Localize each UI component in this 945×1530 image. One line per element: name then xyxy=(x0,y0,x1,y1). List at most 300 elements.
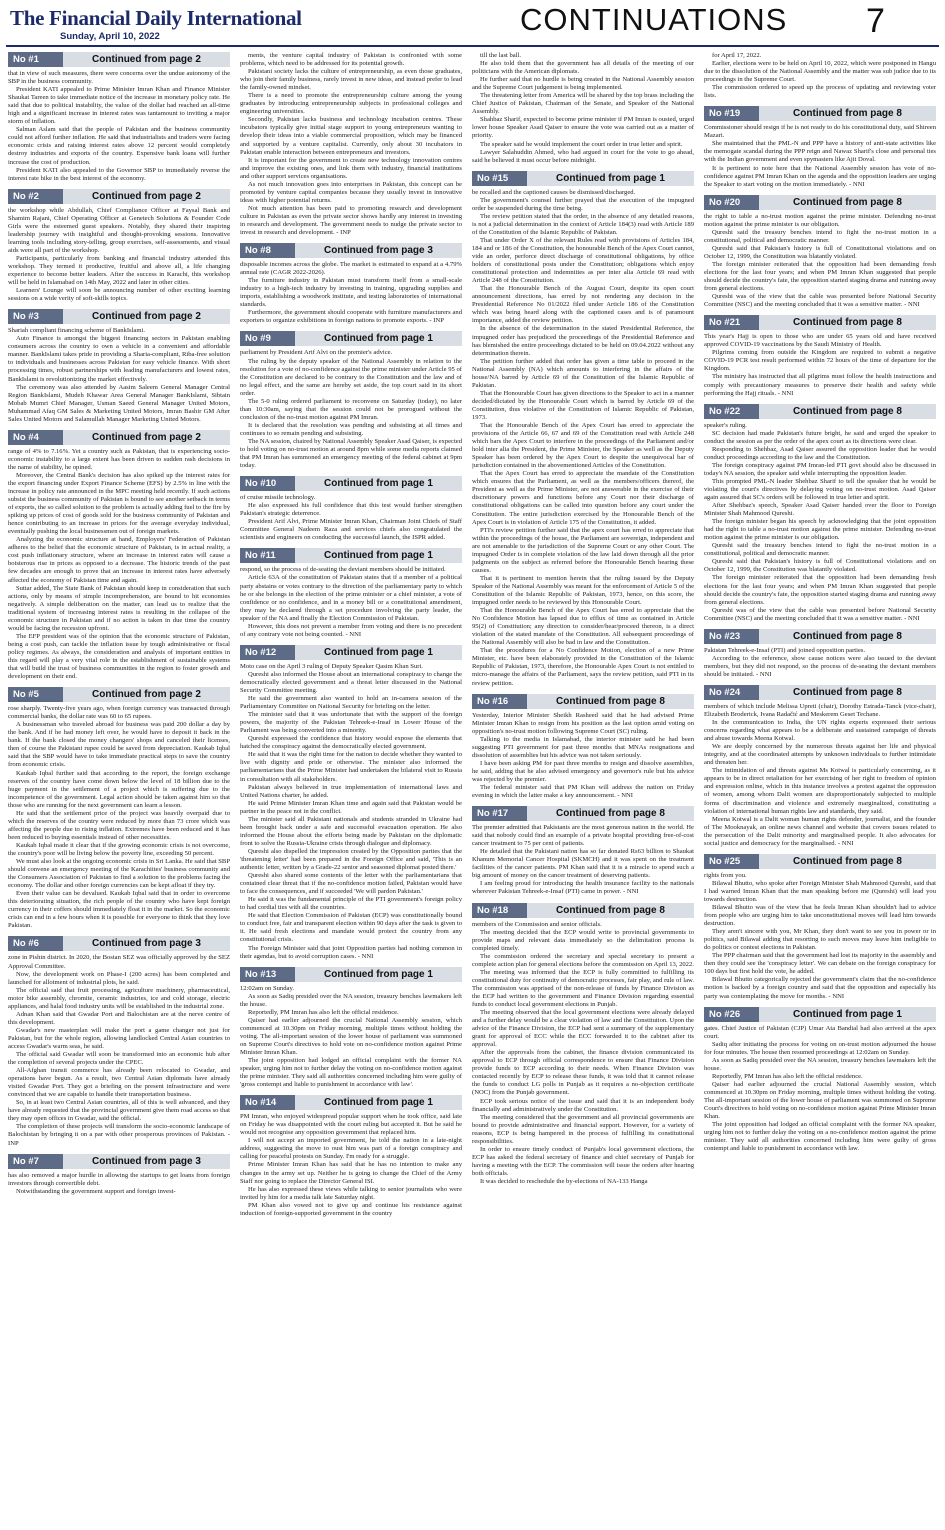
story xyxy=(240,331,462,470)
continued-from-label: Continued from page 1 xyxy=(759,1007,936,1022)
paragraph: In the absence of the determination in the stated Presidential Reference, the impugned order has prejudiced the proceedings of the Presidential Reference and has blemished the entire proceedings dictated to be held on 09.04.2022 without any determination therein. xyxy=(472,325,694,357)
paragraph: parliament by President Arif Alvi on the premier's advice. xyxy=(240,349,393,357)
paragraph: That the Honourable Bench of the Apex Court has erred to appreciate that the No Confidence Motion has lapsed due to efflux of time as contained in Article 95(2) of Constitution; any direction to consider/hear/proceed thereon, is a direct violation of the stated mandate of the Constitution. All subsequent proceedings of the National Assembly will also be bad in law and the Constitution. xyxy=(472,607,694,647)
story-body xyxy=(704,647,936,679)
story-body xyxy=(704,422,936,623)
story xyxy=(240,1095,462,1218)
paragraph: He said that Election Commission of Pakistan (ECP) was constitutionally bound to conduct free, fair and transparent election within 90 days after the task is given to it. He said fresh elections and mandate would protect the country from any constitutional crisis. xyxy=(240,912,462,944)
paragraph: Adnan Khan said that Gwadar Port and Balochistan are at the nerve centre of this development. xyxy=(8,1010,230,1026)
story xyxy=(704,1007,936,1154)
paragraph: Salman Aslam said that the people of Pakistan and the business community could not afford further inflation. He said that industrialists and traders were facing economic crisis and raising interest rates above 12 percent would completely destroy industries and exports of the country. Expensive bank loans will further increase the cost of production. xyxy=(8,126,230,166)
story-body xyxy=(8,207,230,304)
continued-from-label: Continued from page 8 xyxy=(759,685,936,700)
story xyxy=(704,629,936,679)
paragraph: The Foreign Minister said that joint Opposition parties had nothing common in their agendas, but to avoid corruption cases. - NNI xyxy=(240,944,462,960)
paragraph: Yesterday, Interior Minister Sheikh Rasheed said that he had advised Prime Minister Imran Khan to resign from his position as the last option amid voting on opposition's no-trust motion following Supreme Court (SC) ruling. xyxy=(472,711,694,735)
story-body xyxy=(472,189,694,688)
paragraph: The threatening letter from America will be shared by the top brass including the Chief Justice of Pakistan, Chairman of the Senate, and Speaker of the National Assembly. xyxy=(472,92,694,116)
paragraph: President KATI also appealed to the Governor SBP to immediately reverse the interest rate hike in the best interest of the economy. xyxy=(8,166,230,182)
story-number-tag: No #21 xyxy=(704,315,759,330)
continued-from-label: Continued from page 8 xyxy=(759,106,936,121)
paragraph: That the Honourable Bench of the August Court, despite its open court announcement directions, has erred by not rendering any decision in the Presidential Reference No 01/2022 filed under Article 186 of the Constitution which was being heard along with the captioned cases and is of paramount importance, added the review petition. xyxy=(472,285,694,325)
continued-from-label: Continued from page 2 xyxy=(63,687,230,702)
paragraph: That under Order X of the relevant Rules read with provisions of Articles 184, 184 and or 186 of the Constitution, the honourable Bench of the Apex Court cannot, vide an order, perforce direct discharge of constitutional obligations, by office holders of constitutional posts under the Constitution; obligations which enjoy constitutional protection and indemnities as per inter alia Article 69 read with Article 248 of the Constitution. xyxy=(472,236,694,285)
paragraph: Qureshi said the treasury benches intend to fight the no-trust motion in a constitutional, political and democratic manner. xyxy=(704,228,936,244)
story-header xyxy=(704,854,936,869)
paragraph: Pakistan Tehreek-e-Insaf (PTI) and joined opposition parties. xyxy=(704,646,866,654)
story-body xyxy=(240,52,462,237)
paragraph: They aren't sincere with you, Mr Khan, they don't want to see you in power or in politics, said Bilawal adding that resorting to such moves may leave him ineligible to do politics or contest elections in Pakistan. xyxy=(704,928,936,952)
story-header xyxy=(472,171,694,186)
story-header xyxy=(472,694,694,709)
paragraph: It is pertinent to note here that the National Assembly session has vote of no-confidence against PM Imran Khan on the agenda and the opposition leaders are urging the Speaker to start voting on the motion immediately. - NNI xyxy=(704,164,936,188)
paragraph: I will not accept an imported government, he told the nation in a late-night address, suggesting the move to oust him was part of a foreign conspiracy and calling for peaceful protests on Sunday. I'm ready for a struggle. xyxy=(240,1137,462,1161)
paragraph: Commissioner should resign if he is not ready to do his constitutional duty, said Shireen Mazari. xyxy=(704,124,936,140)
story-body xyxy=(704,124,936,188)
paragraph: Qureshi also shared some contents of the letter with the parliamentarians that contained clear threat that if the no-confidence motion failed, Pakistan would have to face the consequences, and if succeeded 'We will pardon Pakistan.' xyxy=(240,872,462,896)
paragraph: He also told them that the government has all details of the meeting of our politicians with the American diplomats. xyxy=(472,60,694,76)
paragraph: The minister said that it was unfortunate that with the support of the foreign powers, the majority of the Pakistan Tehreek-e-Insaf in Lower House of the Parliament was being converted into a minority. xyxy=(240,711,462,735)
paragraph: Analyzing the economic structure at hand, Employers' Federation of Pakistan adheres to the belief that the economic structure of Pakistan, is in actual reality, a cost push inflationary structure, where an increase in interest rates will cause a boisterous rise in prices as opposed to a decrease. The historic trends of the past few decades are enough to prove that an increase in interest rates have adversely affected the economy of Pakistan time and again. xyxy=(8,536,230,584)
paragraph: President KATI appealed to Prime Minister Imran Khan and Finance Minister Shaukat Tareen to take immediate notice of the increase in monetary policy rate. He said that due to political instability, the value of the dollar had reached an all-time high and a significant increase in interest rates was tantamount to inviting a major storm of inflation. xyxy=(8,86,230,126)
paragraph: As soon as Sadiq presided over the NA session, treasury benches lawmakers left the house. xyxy=(704,1056,936,1072)
story-body xyxy=(8,954,230,1147)
paragraph: Qureshi said the treasury benches intend to fight the no-trust motion in a constitutional, political and democratic manner. xyxy=(704,542,936,558)
paragraph: This year's Hajj is open to those who are under 65 years old and have received approved COVID-19 vaccinations by the Saudi Ministry of Health. xyxy=(704,333,936,349)
paragraph: I have been asking PM for past three months to resign and dissolve assemblies, he said, adding that he also advised emergency and governor's rule but his advice was rejected by the premier. xyxy=(472,759,694,783)
continued-from-label: Continued from page 8 xyxy=(759,195,936,210)
story-number-tag: No #16 xyxy=(472,694,527,709)
story xyxy=(240,52,462,237)
paragraph: Secondly, Pakistan lacks business and technology incubation centres. These incubators typically give initial stage support to young entrepreneurs wanting to develop their ideas into a viable commercial proposition, which may be financed and supported by a venture capitalist. Currently, only about 30 incubators in Pakistan enable interaction between entrepreneurs and investors. xyxy=(240,116,462,156)
story-header xyxy=(704,195,936,210)
paragraph: He said that the settlement price of the project was heavily overpaid due to which the reserves of the country were reduced by more than 73 crore which was affecting the people due to rising inflation. Extremes have been reduced and it has been reduced to buying essentials instead of other necessities. xyxy=(8,809,230,841)
story-number-tag: No #24 xyxy=(704,685,759,700)
paragraph: Auto Finance is amongst the biggest financing sectors in Pakistan enabling consumers across the country to own a vehicle in a convenient and affordable manner. BankIslami takes pride in providing a Sharia-compliant, Riba-free solution to individuals and businesses across Pakistan for easy vehicle finance. With short processing times, robust partnerships with leading manufacturers and lowest rates, BankIslami is revolutionizing the market effectively. xyxy=(8,335,230,383)
paragraph: In order to ensure timely conduct of Punjab's local government elections, the ECP has asked the federal secretary of finance and chief secretary of Punjab for having a meeting with the ECP. The commission will issue the orders after hearing both officials. xyxy=(472,1145,694,1177)
paragraph: zone in Pishin district. In 2020, the Bostan SEZ was officially approved by the SEZ Approval Committee. xyxy=(8,954,230,970)
continued-from-label: Continued from page 8 xyxy=(759,629,936,644)
story-header xyxy=(472,806,694,821)
paragraph: SC decision had made Pakistan's future bright, he said and urged the speaker to conduct the session as per the order of the apex court as its directions were clear. xyxy=(704,429,936,445)
continued-from-label: Continued from page 1 xyxy=(295,476,462,491)
paragraph: speaker's ruling. xyxy=(704,421,747,429)
paragraph: The foreign minister reiterated that the opposition had been demanding fresh elections for the last four years; and when PM Imran Khan suggested that people should decide the country's fate, the opposition started staging drama and running away from general elections. xyxy=(704,260,936,293)
masthead xyxy=(0,0,945,46)
paragraph: disposable incomes across the globe. The market is estimated to expand at a 4.79% annual rate (CAGR 2022-2026). xyxy=(240,261,462,277)
paragraph: Furthermore, the government should cooperate with furniture manufacturers and exporters to organize exhibitions in foreign nations to promote exports. - INP xyxy=(240,309,462,325)
paragraph: It is declared that the resolution was pending and subsisting at all times and continues to so remain pending and subsisting. xyxy=(240,421,462,437)
story-header xyxy=(240,967,462,982)
story-number-tag: No #22 xyxy=(704,404,759,419)
continued-from-label: Continued from page 3 xyxy=(295,243,462,258)
paragraph: It is important for the government to create new technology innovation centres and improve the existing ones, and link them with industry, financial institutions and other support services organisations. xyxy=(240,156,462,180)
continued-from-label: Continued from page 1 xyxy=(295,548,462,563)
paragraph: The joint opposition had lodged an official complaint with the former NA speaker, urging him not to further delay the voting on no-confidence motion against the prime minister. They said all authorities concerned including him were guilty of 'gross contempt and liable to punishment in accordance with law'. xyxy=(240,1057,462,1089)
paragraph: According to the reference, show cause notices were also issued to the deviant members, but they did not respond, so the process of de-seating the deviant members should be initiated. - NNI xyxy=(704,654,936,678)
paragraph: All-Afghan transit commerce has already been relocated to Gwadar, and operations have begun. As a result, two Central Asian diplomats have already visited Gwadar Port. They got a briefing on the present infrastructure and were convinced that we are capable to handle their transportation business. xyxy=(8,1067,230,1099)
paragraph: The petition further added that order has given a time table to proceed in the National Assembly (NA) which amounts to interfering in the affairs of the house/NA barred by Article 69 of the Constitution of the Islamic Republic of Pakistan. xyxy=(472,357,694,389)
story-header xyxy=(240,476,462,491)
story-number-tag: No #13 xyxy=(240,967,295,982)
page-number: 7 xyxy=(866,2,885,40)
story-body xyxy=(240,349,462,470)
paragraph: The ceremony was also attended by Aasim Saleem General Manager Central Region BankIslami, Mudeh Khawar Area General Manager BankIslami, Sibtain Mobab Mumri Chief Manager, Usman Saeed General Manager United Motors, Muhammad Afaq GM Sales & Marketing United Motors, Imran Bashir GM After Sales United Motors and Salamullah Manager Marketing United Motors. xyxy=(8,383,230,423)
paragraph: Kaukab Iqbal further said that according to the report, the foreign exchange reserves of the country have come down below the level of 18 billion due to the huge payment in the settlement of a project which is suffering due to the incompetence of the government. Legal action should be taken against him so that those who are running for the next government can learn a lesson. xyxy=(8,769,230,809)
story-body xyxy=(240,663,462,961)
paragraph: The official said Gwadar will soon be transformed into an economic hub after the completion of several projects under the CPEC. xyxy=(8,1051,230,1067)
paragraph: The completion of these projects will transform the socio-economic landscape of Balochistan by bringing it on a par with other prosperous provinces of Pakistan. - INP xyxy=(8,1123,230,1147)
paragraph: The ruling by the deputy speaker of the National Assembly in relation to the resolution for a vote of no-confidence against the prime minister under Article 95 of the Constitution are declared to be contrary to the Constitution and the law and of no legal effect, and the same are hereby set aside, the top court said in its short order. xyxy=(240,357,462,397)
paragraph: Earlier, elections were to be held on April 10, 2022, which were postponed in Hangu due to the dissolution of the National Assembly and the matter was sub judice due to its proceedings in the Supreme Court. xyxy=(704,60,936,84)
paragraph: Shahbaz Sharif, expected to become prime minister if PM Imran is ousted, urged lower house Speaker Asad Qaiser to ensure the vote was carried out as a matter of priority. xyxy=(472,116,694,140)
paragraph: The speaker said he would implement the court order in true letter and spirit. xyxy=(480,140,683,148)
continued-from-label: Continued from page 1 xyxy=(295,645,462,660)
continued-from-label: Continued from page 8 xyxy=(759,315,936,330)
story-body xyxy=(240,566,462,638)
story-header xyxy=(8,189,230,204)
paragraph: Reportedly, PM Imran has also left the official residence. xyxy=(712,1072,863,1080)
story-header xyxy=(240,331,462,346)
story-header xyxy=(8,309,230,324)
paragraph: that in view of such measures, there were concerns over the undue autonomy of the SBP in the business community. xyxy=(8,70,230,86)
story xyxy=(8,309,230,424)
paragraph: So, in at least two Central Asian countries, all of this is well advanced, and they have already requested that the provincial government give them road access so that they may open offices in Gwadar, said the official. xyxy=(8,1099,230,1123)
paragraph: After the approvals from the cabinet, the finance division communicated its approval to ECP through official correspondence to ensure that Finance Division provide funds to ECP according to their needs. When Finance Division was contacted recently by ECP to release these funds, it was told that it cannot release the funds to conduct LG polls in Punjab as it requires a no-objection certificate (NOC) from the Punjab government. xyxy=(472,1049,694,1097)
paragraph: Talking to the media in Islamabad, the interior minister said he had been suggesting PTI government for past three months that MNAs resignations and dissolution of assemblies but his advice was not taken seriously. xyxy=(472,735,694,759)
paragraph: This prompted PML-N leader Shehbaz Sharif to tell the speaker that he would be violating the court's directives by delaying voting on no-trust motion. Asad Qaiser again assured that SC's orders will be followed in true letter and spirit. xyxy=(704,477,936,502)
paragraph: The joint opposition had lodged an official complaint with the former NA speaker, urging him not to further delay the voting on a no-confidence motion against the prime minister. They said all authorities concerned including him were guilty of gross contempt and liable to punishment in accordance with law. xyxy=(704,1121,936,1153)
story-header xyxy=(472,903,694,918)
story xyxy=(8,687,230,930)
story xyxy=(240,243,462,325)
story-number-tag: No #17 xyxy=(472,806,527,821)
story-number-tag: No #15 xyxy=(472,171,527,186)
paragraph: After Shehbaz's speech, Speaker Asad Qaiser handed over the floor to Foreign Minister Shah Mahmood Qureshi. xyxy=(704,502,936,518)
story-header xyxy=(8,430,230,445)
story-header xyxy=(8,52,230,67)
paragraph: He has also expressed these views while talking to senior journalists who were invited by him for a media talk late Saturday night. xyxy=(240,1185,462,1201)
paragraph: Notwithstanding the government support and foreign invest- xyxy=(16,1187,176,1195)
paragraph: He said that it was the right time for the nation to decide whether they wanted to live with dignity and pride or otherwise. The minister also informed the parliamentarians that the Prime Minister had undertaken the bilateral visit to Russia in consultation with all stakeholders. xyxy=(240,751,462,783)
paragraph: has also removed a major hurdle in allowing the startups to get loans from foreign investors through convertible debt. xyxy=(8,1171,230,1187)
paragraph: The furniture industry in Pakistan must transform itself from a small-scale industry to a high-tech industry by investing in training, upgrading supplies and imports, establishing a woodwork institute, and testing laboratories of international standards. xyxy=(240,277,462,309)
paragraph: As not much innovation goes into enterprises in Pakistan, this concept can be promoted by venture capital companies because they usually invest in innovative ideas with higher potential returns. xyxy=(240,180,462,204)
paragraph: rose sharply. Twenty-five years ago, when foreign currency was transacted through commercial banks, the dollar rate was 60 to 65 rupees. xyxy=(8,705,230,721)
story-number-tag: No #2 xyxy=(8,189,63,204)
story xyxy=(240,645,462,961)
paragraph: It was decided to reschedule the by-elections of NA-133 Hanga xyxy=(480,1178,648,1185)
story-header xyxy=(704,629,936,644)
paragraph: The foreign minister began his speech by acknowledging that the joint opposition had the right to table a no-trust motion against the prime minister. Defending no-trust motion against the prime minister is our obligation. xyxy=(704,518,936,542)
story-body xyxy=(8,327,230,424)
paragraph: President Arif Alvi, Prime Minister Imran Khan, Chairman Joint Chiefs of Staff Committee General Nadeem Raza and services chiefs also congratulated the scientists and engineers on conducting the successful launch, the ISPR added. xyxy=(240,518,462,542)
story xyxy=(704,106,936,188)
paragraph: The NA session, chaired by National Assembly Speaker Asad Qaiser, is expected to hold voting on no-trust motion at around 8pm while some media reports claimed that PM Imran has summoned an emergency meeting of the federal cabinet at 9pm today. xyxy=(240,437,462,470)
paragraph: Participants, particularly from banking and financial industry attended this workshop. They termed it productive, fruitful and above all, a life changing experience to become better leaders. After the success in Karachi, this workshop will be held in Islamabad on 14th May, 2022 and later in other cities. xyxy=(8,254,230,287)
story xyxy=(704,52,936,100)
paragraph: A businessman who traveled abroad for business was paid 200 dollar a day by the bank. And if he had money left over, he would have to deposit it back in the bank. If the bank closed the money changers' shops and canceled their licenses, then of course the Pakistani rupee could be saved from depreciation. Kaukab Iqbal said that the SBP would have to take immediate practical steps to save the country from economic crisis. xyxy=(8,721,230,769)
paragraph: be recalled and the captioned causes be dismissed/discharged. xyxy=(472,188,636,196)
paragraph: Qureshi also dispelled the impression created by the Opposition parties that the 'threatening letter' had been prepared in the Foreign Office and said, 'This is an authentic letter, written by a Grade-22 senior and seasoned diplomat posted there.' xyxy=(240,847,462,872)
story-number-tag: No #7 xyxy=(8,1154,63,1169)
story-body xyxy=(240,1113,462,1218)
paragraph: The meeting considered that the government and all provincial governments are bound to provide administrative and financial support. However, for a variety of reasons, ECP is being hampered in the process of fulfilling its constitutional responsibilities. xyxy=(472,1113,694,1145)
paragraph: rights from you. xyxy=(704,871,747,879)
paragraph: till the last ball. xyxy=(480,52,522,59)
paragraph: Even their value can be devalued. Kaukab Iqbal said that in order to overcome this deteriorating situation, the rich people of the country who have kept foreign currency in their coffers should immediately float it in the market. So the economic crisis can end in a few hours when it is possible for everyone to think that they love Pakistan. xyxy=(8,890,230,930)
continued-from-label: Continued from page 3 xyxy=(63,936,230,951)
story-number-tag: No #8 xyxy=(240,243,295,258)
story xyxy=(8,189,230,304)
paragraph: Bilawal Bhutto, who spoke after Foreign Minister Shah Mahmood Qureshi, said that I had warned Imran Khan that the man speaking before me (Qureshi) will lead you towards destruction. xyxy=(704,879,936,903)
story xyxy=(704,404,936,623)
column-4 xyxy=(704,52,936,1524)
story-header xyxy=(8,1154,230,1169)
story xyxy=(704,195,936,310)
paragraph: members of the Commission and senior officials. xyxy=(472,920,602,928)
story xyxy=(704,685,936,848)
story-number-tag: No #19 xyxy=(704,106,759,121)
story xyxy=(704,315,936,397)
story-header xyxy=(704,1007,936,1022)
paragraph: He said it was the fundamental principle of the PTI government's foreign policy to had cordial ties with all the countries. xyxy=(240,896,462,912)
paragraph: The commission ordered to speed up the process of updating and reviewing voter lists. xyxy=(704,84,936,100)
story xyxy=(472,171,694,688)
continued-from-label: Continued from page 1 xyxy=(295,967,462,982)
story xyxy=(8,52,230,183)
story xyxy=(472,903,694,1187)
paragraph: Qureshi also informed the House about an international conspiracy to change the democratically elected government and a threat letter discussed in the National Security Committee meeting. xyxy=(240,670,462,694)
continued-from-label: Continued from page 2 xyxy=(63,430,230,445)
column-3 xyxy=(472,52,694,1524)
paragraph: Sadiq after initiating the process for voting on on-trust motion adjourned the house for four minutes. The house then resumed proceedings at 12:02am on Sunday. xyxy=(704,1040,936,1056)
story-header xyxy=(704,404,936,419)
paragraph: Bilawal Bhutto was of the view that he feels Imran Khan shouldn't had to advice from people who are urging him to take unconstitutional moves will lead him towards destruction. xyxy=(704,903,936,928)
story-number-tag: No #3 xyxy=(8,309,63,324)
story-body xyxy=(472,52,694,165)
story-header xyxy=(704,315,936,330)
paragraph: Gwadar's new masterplan will make the port a game changer not just for Pakistan, but for the whole region, allowing landlocked Central Asian countries to access Gwadar's warm seas, he said. xyxy=(8,1026,230,1050)
paragraph: Now, the development work on Phase-I (200 acres) has been completed and launched for allotment of industrial plots, he said. xyxy=(8,970,230,986)
story-number-tag: No #25 xyxy=(704,854,759,869)
paragraph: ments, the venture capital industry of Pakistan is confronted with some problems, which need to be addressed for its potential growth. xyxy=(240,52,462,68)
paragraph: The foreign minister reiterated that the opposition had been demanding fresh elections for the last four years; and when PM Imran Khan suggested that people should decide the country's fate, the opposition started staging drama and running away from general elections. xyxy=(704,574,936,606)
paragraph: He detailed that the Pakistani nation has so far donated Rs63 billion to Shaukat Khanum Memorial Cancer Hospital (SKMCH) and it was spent on the treatment facilities of the cancer patients. PM Khan said that it is a miracle to spend such a big amount of money on the cancer treatment of deserving patients. xyxy=(472,848,694,880)
paragraph: He also expressed his full confidence that this test would further strengthen Pakistan's strategic deterrence. xyxy=(240,502,462,518)
story-header xyxy=(8,936,230,951)
paragraph: He said the government also wanted to hold an in-camera session of the Parliamentary Committee on National Security for briefing on the letter. xyxy=(240,695,462,711)
story xyxy=(704,854,936,1001)
paragraph: The ministry has instructed that all pilgrims must follow the health instructions and comply with precautionary measures to preserve their health and safety while performing the Hajj rituals. - NNI xyxy=(704,373,936,397)
story-header xyxy=(240,548,462,563)
story-body xyxy=(240,985,462,1090)
paragraph: Prime Minister Imran Khan has said that he has no intention to make any changes in the army set up. Neither he is going to change the Chief of the Army Staff nor going to replace the Director General ISI. xyxy=(240,1161,462,1185)
paragraph: of cruise missile technology. xyxy=(240,494,316,502)
paragraph: I am feeling proud for introducing the health insurance facility to the nationals wherever Pakistan Tehreek-e-Insaf (PTI) came in power. - NNI xyxy=(472,880,694,896)
story-body xyxy=(704,872,936,1001)
newspaper-title: The Financial Daily International xyxy=(10,6,302,30)
paragraph: respond, so the process of de-seating the deviant members should be initiated. xyxy=(240,566,446,574)
column-2 xyxy=(240,52,462,1524)
paragraph: As soon as Sadiq presided over the NA session, treasury benches lawmakers left the house. xyxy=(240,992,462,1008)
story xyxy=(472,52,694,165)
paragraph: Bilawal Bhutto categorically rejected the government's claim that the no-confidence motion is backed by a foreign country and said that the opposition and especially his party was contemplating the move for months. - NNI xyxy=(704,976,936,1000)
story-body xyxy=(8,1172,230,1196)
story-number-tag: No #10 xyxy=(240,476,295,491)
story-number-tag: No #18 xyxy=(472,903,527,918)
continued-from-label: Continued from page 8 xyxy=(759,854,936,869)
paragraph: Not much attention has been paid to promoting research and development culture in Pakistan as even the private sector shows hardly any interest in investing in research and development. The government needs to nudge the private sector to invest in research and development. - INP xyxy=(240,204,462,237)
paragraph: Responding to Shehbaz, Asad Qaiser assured the opposition leader that he would conduct proceedings according to the law and the Constitution. xyxy=(704,445,936,461)
header-rule xyxy=(6,45,939,47)
paragraph: The foreign conspiracy against PM Imran-led PTI govt should also be discussed in today's NA session, the speaker said while interrupting the opposition leader. xyxy=(704,461,936,477)
paragraph: Learners' Lounge will soon be announcing number of other exciting learning sessions on a wide verity of soft-skills topics. xyxy=(8,287,230,303)
paragraph: The 5-0 ruling ordered parliament to reconvene on Saturday (today), no later than 10:30am, saying that the session could not be prorogued without the conclusion of the no-trust motion against PM Imran. xyxy=(240,397,462,421)
paragraph: 12:02am on Sunday. xyxy=(240,984,294,992)
story xyxy=(472,806,694,896)
story-header xyxy=(704,106,936,121)
story xyxy=(472,694,694,801)
story-number-tag: No #14 xyxy=(240,1095,295,1110)
continued-from-label: Continued from page 8 xyxy=(527,903,694,918)
continued-from-label: Continued from page 1 xyxy=(295,1095,462,1110)
story-body xyxy=(704,52,936,100)
paragraph: Qaiser had earlier adjourned the crucial National Assembly session, which commenced at 10.30pm on Friday morning, multiple times without holding the voting. The all-important session of the lower house of parliament was summoned on Supreme Court's directives to hold vote on no-confidence motion against Prime Minister Imran Khan. xyxy=(240,1016,462,1056)
paragraph: The meeting decided that the ECP would write to provincial governments to provide maps and relevant data immediately so the delimitation process is completed timely. xyxy=(472,928,694,952)
story-header xyxy=(240,243,462,258)
paragraph: That the procedures for a No Confidence Motion, election of a new Prime Minister, etc. have been elaborately provided in the Constitution of the Islamic Republic of Pakistan, 1973, therefore, the Honourable Apex Court is not entitled to micro-manage the affairs of the Parliament, says the review petition, said PTI in its review petition. xyxy=(472,647,694,687)
paragraph: Pilgrims coming from outside the Kingdom are required to submit a negative COVID-19 PCR test result performed within 72 hours of the time of departure for the Kingdom. xyxy=(704,349,936,373)
paragraph: The review petition stated that the order, in the absence of any detailed reasons, is not a judicial determination in the context of Article 184(3) read with Article 189 of the Constitution of the Islamic Republic of Pakistan. xyxy=(472,212,694,236)
story-body xyxy=(704,333,936,397)
continued-from-label: Continued from page 8 xyxy=(759,404,936,419)
paragraph: ECP took serious notice of the issue and said that it is an independent body financially and administratively under the Constitution. xyxy=(472,1097,694,1113)
story-header xyxy=(240,1095,462,1110)
story-number-tag: No #5 xyxy=(8,687,63,702)
paragraph: The PPP chairman said that the government had lost its majority in the assembly and then they could see the 'conspiracy letter'. We can debate on the foreign conspiracy for 100 days but first hold the vote, he added. xyxy=(704,952,936,976)
story xyxy=(240,476,462,542)
paragraph: Qureshi said that Pakistan's history is full of Constitutional violations and on October 12, 1999, the Constitution was blatantly violated. xyxy=(704,244,936,260)
paragraph: He said Prime Minister Imran Khan time and again said that Pakistan would be partner in the peace not in the conflict. xyxy=(240,799,462,815)
paragraph: That the Honourable Bench of the Apex Court has erred to appreciate the provisions of the Article 66, 67 and 69 of the Constitution read with Article 248 which bars the Apex Court to interfere in the proceedings of the Parliament and/or hold inter alia the President, the Prime Minister, the Speaker as well as the Deputy Speaker has been ordered by the Apex Court to despite the unequivocal bar of jurisdiction contained in the abovementioned Articles of the Constitution. xyxy=(472,422,694,470)
story-number-tag: No #9 xyxy=(240,331,295,346)
paragraph: Qaiser had earlier adjourned the crucial National Assembly session, which commenced at 10.30pm on Friday morning, multiple times without holding the voting. The all-important session of the lower house of parliament was summoned on Supreme Court's directives to hold voting on no-confidence motion against Prime Minister Imran Khan. xyxy=(704,1080,936,1121)
paragraph: The official said that fruit processing, agriculture machinery, pharmaceutical, motor bike assembly, chromite, ceramic industries, ice and cold storage, electric appliances, and halal food industry units will be established in the industrial zone. xyxy=(8,986,230,1010)
paragraph: She maintained that the PML-N and PPP have a history of anti-state activities like the memogate scandal during the PPP reign and Nawaz Sharif's close and personal ties with the Indian government and even spymasters like Ajit Doval. xyxy=(704,140,936,164)
paragraph: We are deeply concerned by the numerous threats against her life and physical integrity, and at the coordinated attempts by unknown individuals to further intimidate and threaten her. xyxy=(704,743,936,767)
continued-from-label: Continued from page 2 xyxy=(63,189,230,204)
paragraph: the right to table a no-trust motion against the prime minister. Defending no-trust motion against the prime minister is our obligation. xyxy=(704,212,936,228)
paragraph: Kaukab Iqbal made it clear that if the growing economic crisis is not overcome, the country's poor will be living below the poverty line, exceeding 50 percent. xyxy=(8,841,230,857)
paragraph: PM Khan also vowed not to give up and continue his resistance against induction of foreign-supported government in the country xyxy=(240,1201,462,1217)
story-number-tag: No #11 xyxy=(240,548,295,563)
story-number-tag: No #20 xyxy=(704,195,759,210)
paragraph: The federal minister said that PM Khan will address the nation on Friday evening in which the latter make a key announcement. - NNI xyxy=(472,783,694,800)
story-header xyxy=(704,685,936,700)
paragraph: gates. Chief Justice of Pakistan (CJP) Umar Ata Bandial had also arrived at the apex court. xyxy=(704,1024,936,1040)
story-body xyxy=(472,921,694,1187)
paragraph: He further said that no hurdle is being created in the National Assembly session and the Supreme Court judgement is being implemented. xyxy=(472,76,694,92)
story-header xyxy=(8,687,230,702)
paragraph: Reportedly, PM Imran has also left the official residence. xyxy=(248,1008,399,1016)
continued-from-label: Continued from page 1 xyxy=(527,171,694,186)
story-body xyxy=(704,703,936,848)
paragraph: Moto case on the April 3 ruling of Deputy Speaker Qasim Khan Suri. xyxy=(240,662,423,670)
story-body xyxy=(472,712,694,801)
paragraph: However, this does not prevent a member from voting and there is no precedent of any contrary vote not being counted. - NNI xyxy=(240,622,462,638)
paragraph: Suttar added, The State Bank of Pakistan should keep in consideration that such actions, only by means of simple incomprehension, are bound to hit economies negatively. A simple deliberation on the matter, can lead us to realize that the traditional system of increasing interest rates is resulting in the collapse of the economic structure in Pakistan and if no action is taken in due time the country would be facing the recession upfront. xyxy=(8,584,230,632)
paragraph: members of which include Melissa Upreti (chair), Dorothy Estrada-Tanck (vice-chair), Elizabeth Broderick, Ivana Radačić and Meskerem Geset Techane. xyxy=(704,702,936,718)
continued-from-label: Continued from page 3 xyxy=(63,1154,230,1169)
story xyxy=(8,936,230,1147)
continued-from-label: Continued from page 1 xyxy=(295,331,462,346)
paragraph: the workshop while Abdullah, Chief Compliance Officer at Faysal Bank and Shamim Rajani, Chief Operating Officer at Genetech Solutions & Founder Code Girls were the esteemed guest speakers. Notably, they shared their inspiring leadership journey with insightful and thought-provoking sessions. Innovative learning tools including story-telling, group exercises, self-assessments, and visual aids were all part of the workshop. xyxy=(8,206,230,254)
story-header xyxy=(240,645,462,660)
paragraph: Lawyer Salahuddin Ahmed, who had argued in court for the vote to go ahead, said he believed it must occur before midnight. xyxy=(472,148,694,164)
continued-from-label: Continued from page 2 xyxy=(63,52,230,67)
story-body xyxy=(704,213,936,310)
paragraph: Qureshi expressed the confidence that history would expose the elements that hatched the conspiracy against the democratically elected government. xyxy=(240,735,462,751)
paragraph: That it is pertinent to mention herein that the ruling issued by the Deputy Speaker of the National Assembly was meant for the enforcement of Article 5 of the Constitution of the Islamic Republic of Pakistan, 1973, hence, on this score, the impugned order needs to be reviewed by this Honourable Court. xyxy=(472,574,694,607)
story-number-tag: No #1 xyxy=(8,52,63,67)
paragraph: There is a need to promote the entrepreneurship culture among the young graduates by introducing entrepreneurship subjects in professional colleges and engineering universities. xyxy=(240,92,462,116)
paragraph: Qureshi was of the view that the cable was presented before National Security Committee (NSC) and the meeting concluded that it was a sensitive matter. - NNI xyxy=(704,606,936,622)
section-title: CONTINUATIONS xyxy=(520,2,788,37)
continued-from-label: Continued from page 8 xyxy=(527,806,694,821)
paragraph: The intimidation of and threats against Ms Kotwal is particularly concerning, as it appears to be in direct retaliation for her exercising of her right to freedom of opinion and expression online, which in this instance involves a protest against the oppression of women, among whom Dalit women are disproportionately subjected to multiple forms of discrimination and violence and extremely marginalized, constituting a violation of international human rights law and standards, they said. xyxy=(704,767,936,815)
paragraph: The commission ordered the secretary and special secretary to present a complete action plan for general elections before the commission on April 13, 2022. xyxy=(472,952,694,968)
paragraph: for April 17, 2022. xyxy=(712,52,762,59)
story-number-tag: No #6 xyxy=(8,936,63,951)
story-number-tag: No #4 xyxy=(8,430,63,445)
paragraph: In the communication to India, the UN rights experts expressed their serious concerns regarding what appears to be a deliberate and sustained campaign of threats and abuse towards Meena Kotwal. xyxy=(704,719,936,743)
paragraph: Qureshi said that Pakistan's history is full of Constitutional violations and on October 12, 1999, the Constitution was blatantly violated. xyxy=(704,558,936,574)
story xyxy=(8,1154,230,1196)
story xyxy=(240,548,462,638)
paragraph: Moreover, the Central Bank's decision has also spiked up the interest rates for the export financing under Export Finance Scheme (EFS) by 2.5% in line with the increase in policy rate announced in the MPC meeting held recently. If such actions subsist the business community of Pakistan is bound to see another setback in terms of exports, the so called solution to the problem is actually adding fuel to the fire by spiking up prices of cost of goods sold for the business community of Pakistan and hence contributing to an increase in prices for the average everyday individual, eventually pushing the local businessmen out of foreign markets. xyxy=(8,471,230,536)
paragraph: Qureshi was of the view that the cable was presented before National Security Committee (NSC) and the meeting concluded that it was a sensitive matter. - NNI xyxy=(704,293,936,309)
paragraph: Article 63A of the constitution of Pakistan states that if a member of a political party abstains or votes contrary to the direction of the parliamentary party to which he or she belongs in the election of the prime minister or a chief minister, a vote of confidence or no confidence, and in a money bill or a constitutional amendment, they may be declared through a set procedure involving the party leader, the speaker of the NA and finally the Election Commission of Pakistan. xyxy=(240,574,462,622)
paragraph: The minister said all Pakistani nationals and students stranded in Ukraine had been brought back under a safe and successful evacuation operation. He also informed the House about the efforts being made by Pakistan on the diplomatic front to solve the Russia-Ukraine crisis through dialogue and diplomacy. xyxy=(240,815,462,847)
story-body xyxy=(8,70,230,183)
story-number-tag: No #23 xyxy=(704,629,759,644)
paragraph: We must also look at the ongoing economic crisis in Sri Lanka. He said that SBP should convene an emergency meeting of the Karachiites' business community and the Consumers Association of Pakistan to find a solution to the problems facing the economy. The dollar and other foreign currencies can be kept afloat if they try. xyxy=(8,858,230,890)
story-number-tag: No #12 xyxy=(240,645,295,660)
story xyxy=(240,967,462,1090)
paragraph: The government's counsel further prayed that the execution of the impugned order be suspended during the time being. xyxy=(472,196,694,212)
paragraph: That the Honourable Court has given directions to the Speaker to act in a manner decided/dictated by the Honourable Court which is barred by Article 69 of the Constitution, thus violative of the Constitution of Islamic Republic of Pakistan, 1973. xyxy=(472,389,694,421)
story-body xyxy=(8,705,230,930)
paragraph: That the Apex Court has erred to appreciate the mandate of the Constitution which ensures that the Parliament, as well as the members/officers thereof, the President as well as the Prime Minister, are not answerable in the exercise of their discretionary powers and functions before any Court nor their discharge of constitutional obligations can be called into question before any court under the Constitution. The entire jurisdiction exercised by the Honourable Bench of the Apex Court is in violation of Article 175 of the Constitution, it added. xyxy=(472,470,694,526)
issue-date: Sunday, April 10, 2022 xyxy=(60,31,160,42)
paragraph: PTI's review petition further said that the apex court has erred to appreciate that within the proceedings of the house, the Parliament are sovereign, independent and are not amenable to the jurisdiction of the Supreme Court or any other Court. The impugned Order is in complete violation of the law laid down through all the prior judgments on the subject as referred before the Honourable Bench hearing these causes. xyxy=(472,526,694,574)
paragraph: PM Imran, who enjoyed widespread popular support when he took office, said late on Friday he was disappointed with the court ruling but accepted it. But he said he would not recognise any opposition government that replaced him. xyxy=(240,1113,462,1137)
paragraph: The premier admitted that Pakistanis are the most generous nation in the world. He said that nobody could find an example of a private hospital providing free-of-cost cancer treatment to 75 per cent of patients. xyxy=(472,824,694,848)
paragraph: range of 4% to 7.16%. Yet a country such as Pakistan, that is experiencing socio-economic instability to a large extent has been driven to sudden rash decisions in the name of stability, he opined. xyxy=(8,447,230,471)
story xyxy=(8,430,230,681)
paragraph: Shariah compliant financing scheme of BankIslami. xyxy=(8,327,145,335)
story-body xyxy=(704,1025,936,1154)
paragraph: The meeting was informed that the ECP is fully committed to fulfilling its constitutional duty for continuity of democratic processes, fair play, and rule of law. The commission was apprised of the non-release of funds by Finance Division as the ECP had written to the government and Finance Division regarding essential funds to conduct local government elections in Punjab. xyxy=(472,968,694,1008)
story-body xyxy=(8,448,230,681)
continued-from-label: Continued from page 2 xyxy=(63,309,230,324)
paragraph: The meeting observed that the local government elections were already delayed and a further delay would be a clear violation of law and the Constitution. Upon the advice of the Finance Division, the ECP had sent a summary of the supplementary grant for approval of ECC while the ECC forwarded it to the cabinet after its approval. xyxy=(472,1009,694,1049)
story-body xyxy=(472,824,694,896)
paragraph: Pakistani society lacks the culture of entrepreneurship, as even those graduates, who join their family business, rarely invest in new ideas, and instead prefer to lead the family-owned mindset. xyxy=(240,68,462,92)
paragraph: Meena Kotwal is a Dalit woman human rights defender, journalist, and the founder of The Mooknayak, an online news channel and website that covers issues related to the persecution of the Dalit minority and marginalised people. It also advocates for social justice and democracy for the marginalised. - NNI xyxy=(704,815,936,847)
column-1 xyxy=(8,52,230,1524)
